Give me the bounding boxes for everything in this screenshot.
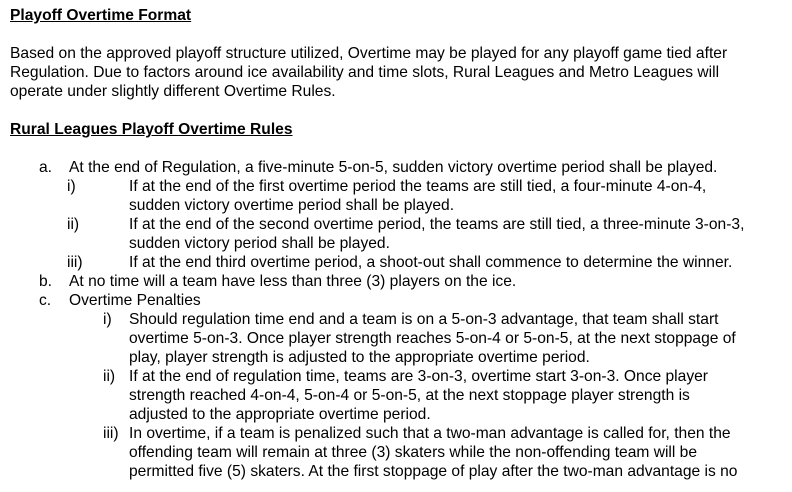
list-marker: a. [39, 159, 53, 176]
sub-item-text [129, 215, 790, 253]
sub-marker: iii) [67, 254, 83, 271]
rules-list [10, 158, 790, 481]
sub-item-c-i [10, 310, 790, 367]
sub-marker: i) [67, 178, 76, 195]
sub-item-line: If at the end of the first overtime period the teams are still tied, a four-minute 4-on-4, [129, 178, 707, 195]
document-page [10, 6, 790, 481]
sub-item-c-iii [10, 424, 790, 481]
list-item-b [10, 272, 790, 291]
sub-item-line: permitted five (5) skaters. At the first stoppage of play after the two-man advantage is no [129, 463, 738, 480]
list-item-a [10, 158, 790, 177]
intro-line: operate under slightly different Overtime Rules. [10, 83, 336, 100]
sub-item-a-ii [10, 215, 790, 253]
list-item-text: At no time will a team have less than three (3) players on the ice. [69, 273, 517, 290]
list-item-text: At the end of Regulation, a five-minute 5-on-5, sudden victory overtime period shall be played. [69, 159, 718, 176]
sub-item-text [129, 177, 790, 215]
sub-item-line: If at the end third overtime period, a shoot-out shall commence to determine the winner. [129, 254, 733, 271]
list-item-c [10, 291, 790, 310]
list-marker: c. [39, 292, 52, 309]
sub-item-text [129, 424, 790, 481]
sub-item-line: overtime 5-on-3. Once player strength reaches 5-on-4 or 5-on-5, at the next stoppage of [129, 330, 736, 347]
section-title: Rural Leagues Playoff Overtime Rules [10, 121, 293, 138]
list-marker: b. [39, 273, 53, 290]
sub-item-line: In overtime, if a team is penalized such that a two-man advantage is called for, then the [129, 425, 731, 442]
sub-item-text [129, 253, 790, 272]
sub-item-line: sudden victory overtime period shall be played. [129, 197, 455, 214]
sub-item-line: offending team will remain at three (3) skaters while the non-offending team will be [129, 444, 698, 461]
sub-item-line: Should regulation time end and a team is on a 5-on-3 advantage, that team shall start [129, 311, 719, 328]
sub-item-line: sudden victory period shall be played. [129, 235, 390, 252]
sub-item-line: play, player strength is adjusted to the appropriate overtime period. [129, 349, 590, 366]
intro-paragraph [10, 44, 790, 101]
sub-item-line: If at the end of the second overtime period, the teams are still tied, a three-minute 3-on-3, [129, 216, 745, 233]
sub-item-text [129, 367, 790, 424]
sub-item-a-iii [10, 253, 790, 272]
intro-line: Regulation. Due to factors around ice availability and time slots, Rural Leagues and Metro Leagues will [10, 64, 720, 81]
sub-marker: ii) [67, 216, 80, 233]
sub-item-text [129, 310, 790, 367]
sub-item-line: If at the end of regulation time, teams are 3-on-3, overtime start 3-on-3. Once player [129, 368, 708, 385]
sub-item-c-ii [10, 367, 790, 424]
sub-marker: i) [103, 311, 112, 328]
sub-item-line: adjusted to the appropriate overtime period. [129, 406, 431, 423]
intro-line: Based on the approved playoff structure utilized, Overtime may be played for any playoff game tied after [10, 45, 728, 62]
sub-item-line: strength reached 4-on-4, 5-on-4 or 5-on-5, at the next stoppage player strength is [129, 387, 690, 404]
list-item-text: Overtime Penalties [69, 292, 201, 309]
sub-marker: iii) [103, 425, 119, 442]
document-title: Playoff Overtime Format [10, 7, 192, 24]
sub-marker: ii) [103, 368, 116, 385]
sub-item-a-i [10, 177, 790, 215]
